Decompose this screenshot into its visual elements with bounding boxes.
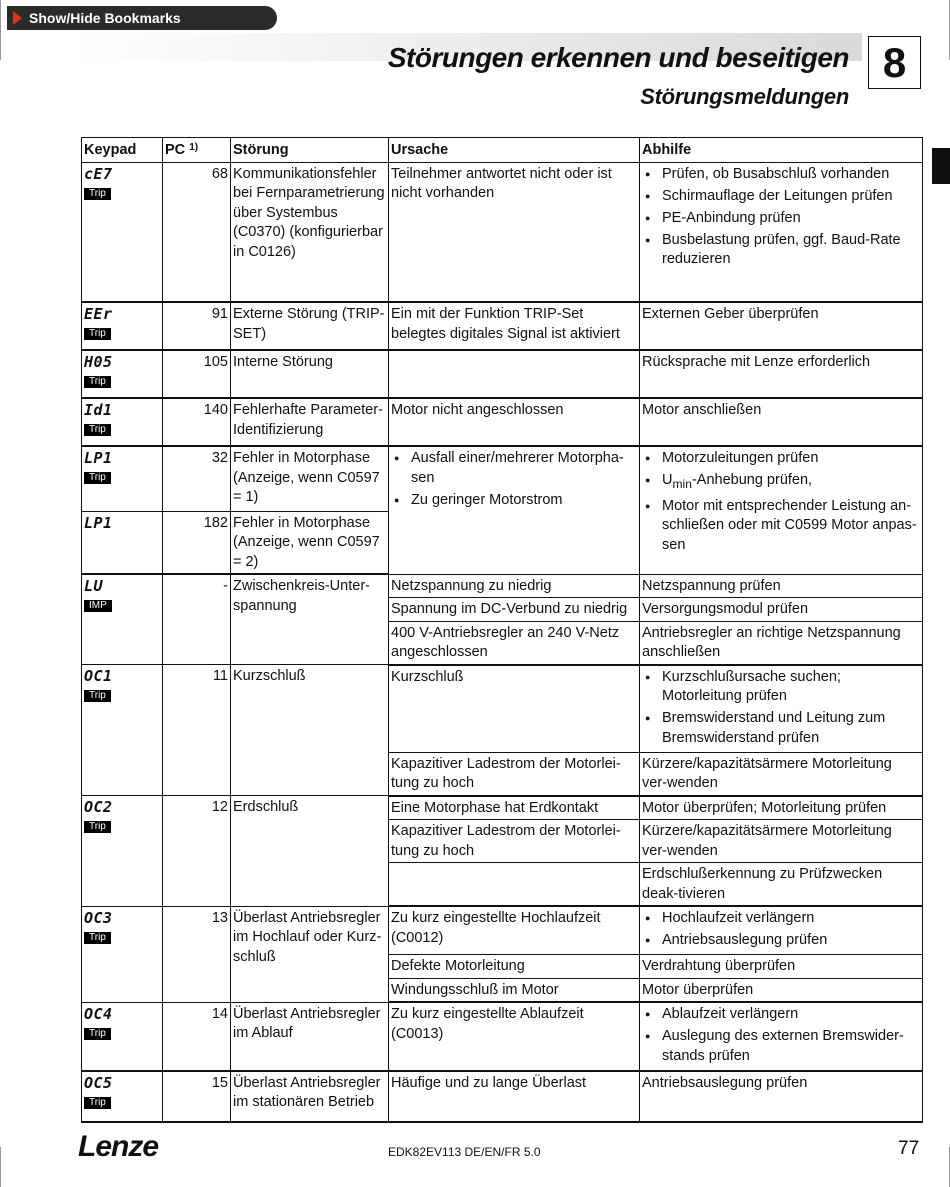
- fault-cell: Interne Störung: [231, 350, 389, 398]
- page-number: 77: [898, 1138, 920, 1159]
- cause-cell: Ein mit der Funktion TRIP-Set belegtes digitales Signal ist aktiviert: [389, 302, 640, 350]
- bullet-item: ● Motorzuleitungen prüfen: [662, 449, 920, 469]
- fault-cell: Fehlerhafte Parameter-Identifizierung: [231, 398, 389, 446]
- pc-cell: 15: [163, 1071, 231, 1122]
- crop-mark-bottom-left: [0, 1147, 1, 1187]
- col-header-cause: Ursache: [389, 138, 640, 163]
- page-title: Störungen erkennen und beseitigen: [387, 42, 849, 73]
- footnote-mark: 1): [189, 142, 199, 153]
- cause-cell: Kurzschluß: [389, 665, 640, 753]
- bullet-item: ● Auslegung des externen Bremswider-stands prüfen: [662, 1027, 920, 1066]
- fault-cell: Erdschluß: [231, 796, 389, 907]
- remedy-cell: Erdschlußerkennung zu Prüfzwecken deak-tivieren: [640, 863, 923, 907]
- keypad-code: LP1: [84, 513, 113, 532]
- umin-rest: -Anhebung prüfen,: [691, 472, 813, 488]
- bullet-list: [642, 165, 920, 270]
- bookmarks-button-label: Show/Hide Bookmarks: [29, 10, 181, 26]
- pc-cell: 13: [163, 906, 231, 1002]
- cause-cell: Eine Motorphase hat Erdkontakt: [389, 796, 640, 820]
- remedy-cell: [640, 906, 923, 955]
- fault-cell: Fehler in Motorphase (Anzeige, wenn C0597 = 2): [231, 511, 389, 574]
- cause-cell: Kapazitiver Ladestrom der Motorlei-tung zu hoch: [389, 820, 640, 863]
- keypad-cell: [82, 350, 163, 398]
- cause-cell: Windungsschluß im Motor: [389, 978, 640, 1002]
- chapter-number: 8: [868, 36, 921, 89]
- keypad-cell: [82, 446, 163, 511]
- cause-cell: Zu kurz eingestellte Hochlaufzeit (C0012): [389, 906, 640, 955]
- bullet-list: [642, 1005, 920, 1066]
- bullet-item: ● Antriebsauslegung prüfen: [662, 931, 920, 951]
- remedy-cell: Rücksprache mit Lenze erforderlich: [640, 350, 923, 398]
- pc-cell: 91: [163, 302, 231, 350]
- bullet-item: ● Bremswiderstand und Leitung zum Bremswiderstand prüfen: [662, 709, 920, 748]
- pc-cell: 140: [163, 398, 231, 446]
- keypad-cell: [82, 1002, 163, 1071]
- fault-cell: Kommunikationsfehler bei Fernparametrierung über Systembus (C0370) (konfigurierbar in C0126): [231, 162, 389, 302]
- keypad-cell: [82, 906, 163, 1002]
- cause-cell: Teilnehmer antwortet nicht oder ist nicht vorhanden: [389, 162, 640, 302]
- keypad-cell: [82, 162, 163, 302]
- remedy-cell: Motor anschließen: [640, 398, 923, 446]
- table-row: [82, 302, 923, 350]
- bullet-list: [642, 449, 920, 555]
- table-row: [82, 1002, 923, 1071]
- keypad-cell: [82, 574, 163, 665]
- remedy-cell: Antriebsauslegung prüfen: [640, 1071, 923, 1122]
- bullet-item: ● PE-Anbindung prüfen: [662, 209, 920, 229]
- cause-cell: Netzspannung zu niedrig: [389, 574, 640, 598]
- lenze-logo: Lenze: [78, 1130, 159, 1163]
- table-row: [82, 398, 923, 446]
- umin-sub: min: [672, 476, 692, 491]
- bullet-item: ● Ablaufzeit verlängern: [662, 1005, 920, 1025]
- page-subtitle: Störungsmeldungen: [640, 84, 849, 109]
- status-badge: Trip: [84, 690, 111, 702]
- keypad-cell: [82, 665, 163, 796]
- bullet-list: [642, 668, 920, 749]
- keypad-code: OC5: [84, 1073, 113, 1092]
- bullet-item: ● Prüfen, ob Busabschluß vorhanden: [662, 165, 920, 185]
- status-badge: IMP: [84, 600, 112, 612]
- fault-cell: Überlast Antriebsregler im Ablauf: [231, 1002, 389, 1071]
- remedy-cell: Netzspannung prüfen: [640, 574, 923, 598]
- pc-cell: 11: [163, 665, 231, 796]
- keypad-code: cE7: [84, 164, 113, 183]
- status-badge: Trip: [84, 376, 111, 388]
- status-badge: Trip: [84, 424, 111, 436]
- status-badge: Trip: [84, 472, 111, 484]
- fault-cell: Fehler in Motorphase (Anzeige, wenn C0597 = 1): [231, 446, 389, 511]
- keypad-code: OC2: [84, 798, 113, 816]
- keypad-code: OC3: [84, 908, 113, 927]
- cause-cell: Motor nicht angeschlossen: [389, 398, 640, 446]
- document-id: EDK82EV113 DE/EN/FR 5.0: [388, 1145, 541, 1159]
- bullet-list: [642, 909, 920, 951]
- keypad-code: LP1: [84, 449, 113, 467]
- pc-cell: 68: [163, 162, 231, 302]
- status-badge: Trip: [84, 188, 111, 200]
- remedy-cell: Motor überprüfen; Motorleitung prüfen: [640, 796, 923, 820]
- remedy-cell: [640, 665, 923, 753]
- bullet-item: ● Zu geringer Motorstrom: [411, 491, 637, 511]
- fault-cell: Überlast Antriebsregler im stationären Betrieb: [231, 1071, 389, 1122]
- fault-cell: Zwischenkreis-Unter-spannung: [231, 574, 389, 665]
- pc-cell: 105: [163, 350, 231, 398]
- keypad-cell: [82, 398, 163, 446]
- fault-cell: Kurzschluß: [231, 665, 389, 796]
- keypad-cell: [82, 1071, 163, 1122]
- remedy-cell: Antriebsregler an richtige Netzspannung anschließen: [640, 621, 923, 665]
- table-row: [82, 796, 923, 820]
- remedy-cell: Kürzere/kapazitätsärmere Motorleitung ver-wenden: [640, 820, 923, 863]
- keypad-code: LU: [84, 577, 104, 595]
- col-header-pc: [163, 138, 231, 163]
- pc-cell: -: [163, 574, 231, 665]
- chapter-side-tab: [932, 148, 950, 184]
- bullet-item: [662, 471, 920, 494]
- table-header-row: [82, 138, 923, 163]
- table-row: [82, 1071, 923, 1122]
- cause-cell: Zu kurz eingestellte Ablaufzeit (C0013): [389, 1002, 640, 1071]
- bullet-item: ● Schirmauflage der Leitungen prüfen: [662, 187, 920, 207]
- fault-table: [81, 137, 923, 1123]
- keypad-code: EEr: [84, 305, 113, 323]
- remedy-cell: Motor überprüfen: [640, 978, 923, 1002]
- status-badge: Trip: [84, 1097, 111, 1109]
- triangle-right-icon: [13, 11, 22, 25]
- bullet-item: ● Busbelastung prüfen, ggf. Baud-Rate reduzieren: [662, 231, 920, 270]
- fault-cell: Überlast Antriebsregler im Hochlauf oder Kurz-schluß: [231, 906, 389, 1002]
- cause-cell: Häufige und zu lange Überlast: [389, 1071, 640, 1122]
- pc-cell: 182: [163, 511, 231, 574]
- remedy-cell: Externen Geber überprüfen: [640, 302, 923, 350]
- remedy-cell: Versorgungsmodul prüfen: [640, 598, 923, 622]
- keypad-cell: [82, 796, 163, 907]
- pc-cell: 14: [163, 1002, 231, 1071]
- cause-cell: [389, 863, 640, 907]
- keypad-cell: [82, 511, 163, 574]
- remedy-cell: Kürzere/kapazitätsärmere Motorleitung ver-wenden: [640, 752, 923, 796]
- cause-cell: [389, 350, 640, 398]
- remedy-cell: [640, 1002, 923, 1071]
- umin-u: U: [662, 472, 673, 488]
- bullet-item: ● Ausfall einer/mehrerer Motorpha-sen: [411, 449, 637, 488]
- status-badge: Trip: [84, 328, 111, 340]
- table-row: [82, 665, 923, 753]
- fault-table-body: [82, 162, 923, 1122]
- cause-cell: Spannung im DC-Verbund zu niedrig: [389, 598, 640, 622]
- table-row: [82, 906, 923, 955]
- pc-cell: 32: [163, 446, 231, 511]
- cause-cell: [389, 446, 640, 574]
- remedy-cell: Verdrahtung überprüfen: [640, 955, 923, 979]
- table-row: [82, 350, 923, 398]
- pc-cell: 12: [163, 796, 231, 907]
- status-badge: Trip: [84, 932, 111, 944]
- cause-cell: Defekte Motorleitung: [389, 955, 640, 979]
- keypad-code: Id1: [84, 401, 113, 419]
- col-header-remedy: Abhilfe: [640, 138, 923, 163]
- show-hide-bookmarks-button[interactable]: [7, 6, 277, 30]
- fault-cell: Externe Störung (TRIP-SET): [231, 302, 389, 350]
- keypad-cell: [82, 302, 163, 350]
- keypad-code: H05: [84, 353, 113, 371]
- bullet-item: ● Kurzschlußursache suchen; Motorleitung prüfen: [662, 668, 920, 707]
- keypad-code: OC1: [84, 667, 113, 685]
- bullet-item: ● Motor mit entsprechender Leistung an-schließen oder mit C0599 Motor anpas-sen: [662, 497, 920, 556]
- col-header-pc-label: PC: [165, 142, 186, 158]
- cause-cell: 400 V-Antriebsregler an 240 V-Netz angeschlossen: [389, 621, 640, 665]
- bullet-item: ● Hochlaufzeit verlängern: [662, 909, 920, 929]
- col-header-fault: Störung: [231, 138, 389, 163]
- col-header-keypad: Keypad: [82, 138, 163, 163]
- status-badge: Trip: [84, 1028, 111, 1040]
- status-badge: Trip: [84, 821, 111, 833]
- table-row: [82, 446, 923, 511]
- table-row: [82, 574, 923, 598]
- bullet-list: [391, 449, 637, 510]
- crop-mark-left: [0, 0, 1, 60]
- keypad-code: OC4: [84, 1004, 113, 1023]
- cause-cell: Kapazitiver Ladestrom der Motorlei-tung zu hoch: [389, 752, 640, 796]
- remedy-cell: [640, 446, 923, 574]
- remedy-cell: [640, 162, 923, 302]
- table-row: [82, 162, 923, 302]
